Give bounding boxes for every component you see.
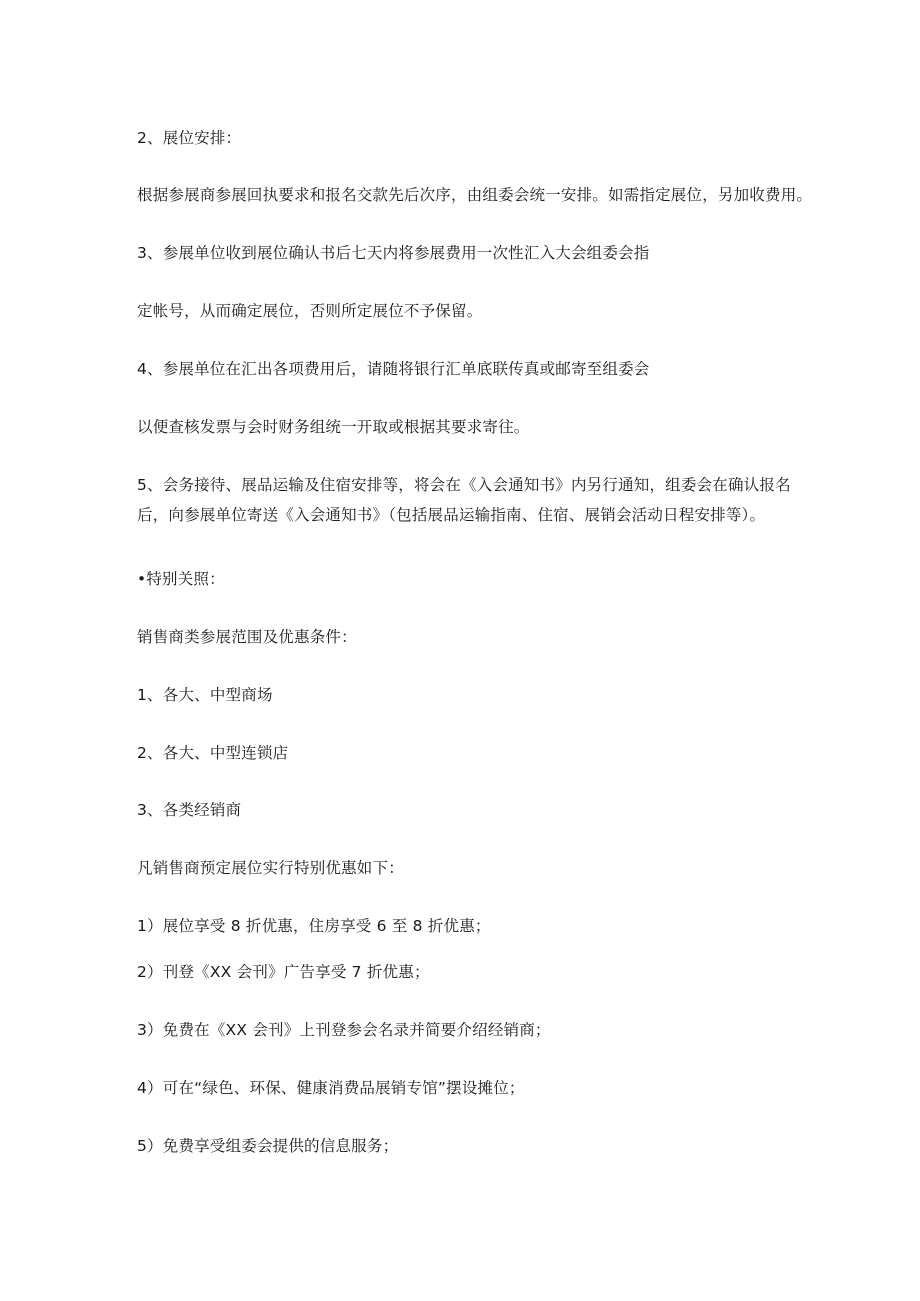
item-3-line-1: 3、参展单位收到展位确认书后七天内将参展费用一次性汇入大会组委会指 xyxy=(137,244,650,262)
scope-item: 2、各大、中型连锁店 xyxy=(137,744,289,762)
discount-item: 4）可在“绿色、环保、健康消费品展销专馆”摆设摊位； xyxy=(137,1079,525,1097)
item-3-line-2: 定帐号，从而确定展位，否则所定展位不予保留。 xyxy=(137,302,483,320)
special-care-heading: •特别关照： xyxy=(137,570,225,588)
item-2-body: 根据参展商参展回执要求和报名交款先后次序，由组委会统一安排。如需指定展位，另加收费用。 xyxy=(137,186,813,204)
discount-item: 3）免费在《XX 会刊》上刊登参会名录并简要介绍经销商； xyxy=(137,1021,551,1039)
item-5-paragraph: 5、会务接待、展品运输及住宿安排等，将会在《入会通知书》内另行通知，组委会在确认报名后，向参展单位寄送《入会通知书》（包括展品运输指南、住宿、展销会活动日程安排等）。 xyxy=(137,476,791,524)
scope-item: 1、各大、中型商场 xyxy=(137,686,273,704)
discount-item: 1）展位享受 8 折优惠，住房享受 6 至 8 折优惠； xyxy=(137,917,491,935)
item-4-line-2: 以便查核发票与会时财务组统一开取或根据其要求寄往。 xyxy=(137,418,530,436)
scope-heading: 销售商类参展范围及优惠条件： xyxy=(137,628,357,646)
item-2-title: 2、展位安排： xyxy=(137,129,242,147)
discount-heading: 凡销售商预定展位实行特别优惠如下： xyxy=(137,859,404,877)
scope-item: 3、各类经销商 xyxy=(137,801,242,819)
discount-item: 5）免费享受组委会提供的信息服务； xyxy=(137,1137,399,1155)
item-4-line-1: 4、参展单位在汇出各项费用后，请随将银行汇单底联传真或邮寄至组委会 xyxy=(137,360,650,378)
discount-item: 2）刊登《XX 会刊》广告享受 7 折优惠； xyxy=(137,963,430,981)
